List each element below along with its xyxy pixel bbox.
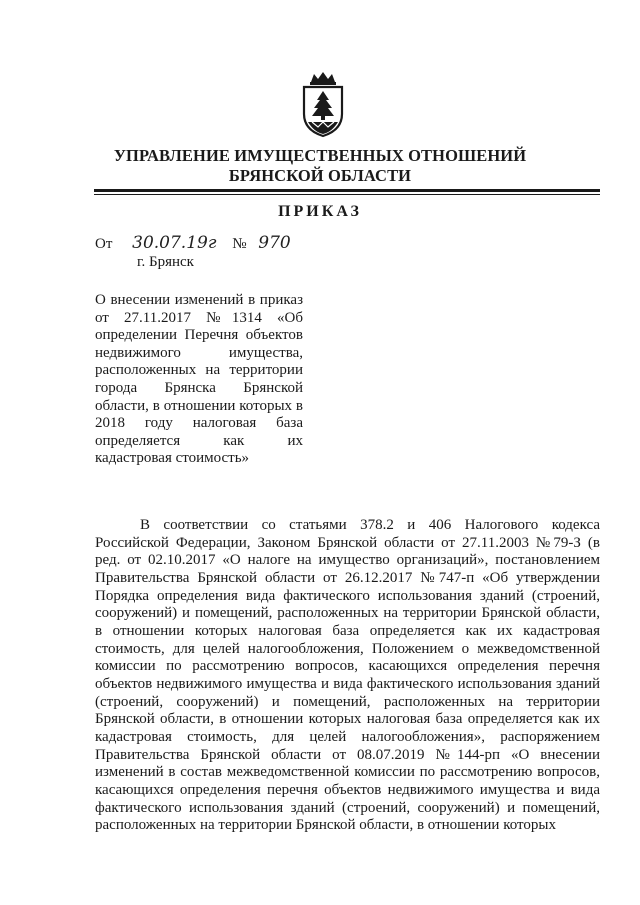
handwritten-number: 970 bbox=[258, 233, 291, 253]
document-subject: О внесении изменений в приказ от 27.11.2017 №1314 «Об определении Перечня объектов недвижимого имущества, расположенных на территории города Брянска Брянской области, в отношении которых в 2018 году налоговая база определяется как их кадастровая стоимость» bbox=[95, 292, 303, 467]
header-divider-thin bbox=[94, 194, 600, 195]
header-divider-thick bbox=[94, 189, 600, 192]
date-prefix: От bbox=[95, 236, 113, 252]
organization-name-line2: БРЯНСКОЙ ОБЛАСТИ bbox=[228, 166, 412, 185]
handwritten-date: 30.07.19г bbox=[132, 233, 217, 253]
body-paragraph: В соответствии со статьями 378.2 и 406 Налогового кодекса Российской Федерации, Законом Брянской области от 27.11.2003 №79-З (в ред. от 02.10.2017 «О налоге на имущество организаций», постановлением Правительства Брянской области от 26.12.2017 №747-п «Об утверждении Порядка определения вида фактического использования зданий (строений, сооружений) и помещений, расположенных на территории Брянской области, в отношении которых налоговая база определяется как их кадастровая стоимость, для целей налогообложения, Положением о межведомственной комиссии по рассмотрению вопросов, касающихся определения перечня объектов недвижимого имущества и вида фактического использования зданий (строений, сооружений) и помещений, расположенных на территории Брянской области, в отношении которых налоговая база определяется как их кадастровая стоимость, для целей налогообложения», распоряжением Правительства Брянской области от 08.07.2019 №144-рп «О внесении изменений в состав межведомственной комиссии по рассмотрению вопросов, касающихся определения перечня объектов недвижимого имущества и вида фактического использования зданий (строений, сооружений) и помещений, расположенных на территории Брянской области, в отношении которых bbox=[95, 517, 600, 834]
city: г. Брянск bbox=[137, 254, 194, 270]
organization-name-line1: УПРАВЛЕНИЕ ИМУЩЕСТВЕННЫХ ОТНОШЕНИЙ bbox=[113, 146, 527, 165]
document-type: ПРИКАЗ bbox=[278, 203, 362, 220]
number-prefix: № bbox=[232, 236, 247, 252]
date-number-line bbox=[95, 233, 291, 253]
bryansk-coat-of-arms-icon bbox=[298, 70, 348, 138]
